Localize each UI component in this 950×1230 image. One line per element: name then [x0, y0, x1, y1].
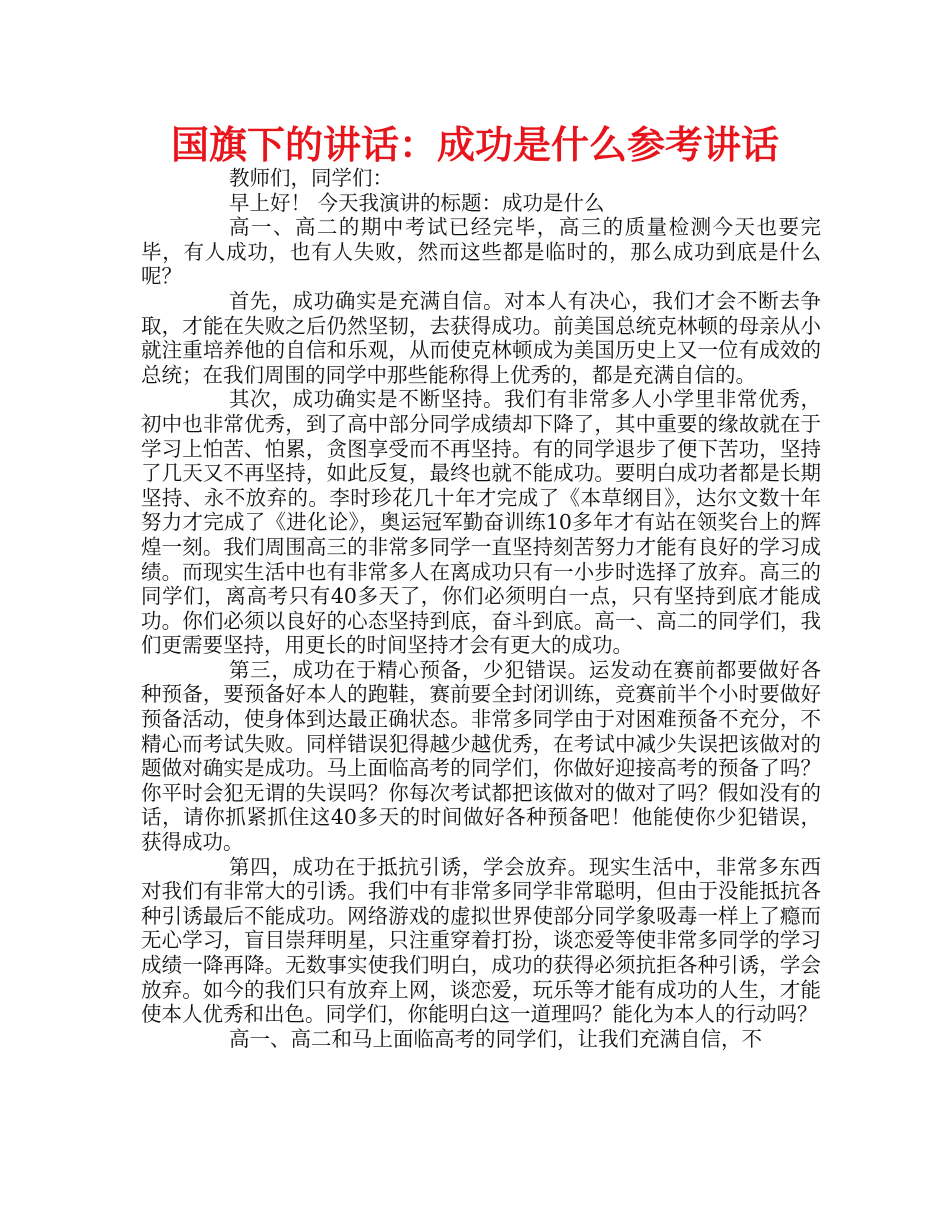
document-title: 国旗下的讲话：成功是什么参考讲话	[170, 123, 779, 167]
paragraph-second-point: 其次，成功确实是不断坚持。我们有非常多人小学里非常优秀，初中也非常优秀，到了高中部分同学成绩却下降了，其中重要的缘故就在于学习上怕苦、怕累，贪图享受而不再坚持。有的同学退步了便下苦功，坚持了几天又不再坚持，如此反复，最终也就不能成功。要明白成功者都是长期坚持、永不放弃的。李时珍花几十年才完成了《本草纲目》，达尔文数十年努力才完成了《进化论》，奥运冠军勤奋训练10多年才有站在领奖台上的辉煌一刻。我们周围高三的非常多同学一直坚持刻苦努力才能有良好的学习成绩。而现实生活中也有非常多人在离成功只有一小步时选择了放弃。高三的同学们，离高考只有40多天了，你们必须明白一点，只有坚持到底才能成功。你们必须以良好的心态坚持到底，奋斗到底。高一、高二的同学们，我们更需要坚持，用更长的时间坚持才会有更大的成功。	[141, 387, 821, 658]
speech-body	[141, 166, 821, 1051]
paragraph-first-point: 首先，成功确实是充满自信。对本人有决心，我们才会不断去争取，才能在失败之后仍然坚韧，去获得成功。前美国总统克林顿的母亲从小就注重培养他的自信和乐观，从而使克林顿成为美国历史上又一位有成效的总统；在我们周围的同学中那些能称得上优秀的，都是充满自信的。	[141, 288, 821, 387]
paragraph-closing: 高一、高二和马上面临高考的同学们，让我们充满自信，不	[229, 1026, 762, 1051]
paragraph-third-point: 第三，成功在于精心预备，少犯错误。运发动在赛前都要做好各种预备，要预备好本人的跑鞋，赛前要全封闭训练，竞赛前半个小时要做好预备活动，使身体到达最正确状态。非常多同学由于对困难预备不充分，不精心而考试失败。同样错误犯得越少越优秀，在考试中减少失误把该做对的题做对确实是成功。马上面临高考的同学们，你做好迎接高考的预备了吗？你平时会犯无谓的失误吗？你每次考试都把该做对的做对了吗？假如没有的话，请你抓紧抓住这40多天的时间做好各种预备吧！他能使你少犯错误，获得成功。	[141, 657, 821, 855]
paragraph-topic: 早上好！ 今天我演讲的标题：成功是什么	[229, 190, 605, 215]
paragraph-greeting: 教师们，同学们：	[229, 166, 393, 190]
paragraph-intro: 高一、高二的期中考试已经完毕，高三的质量检测今天也要完毕，有人成功，也有人失败，然而这些都是临时的，那么成功到底是什么呢？	[141, 215, 821, 289]
paragraph-fourth-point: 第四，成功在于抵抗引诱，学会放弃。现实生活中，非常多东西对我们有非常大的引诱。我们中有非常多同学非常聪明，但由于没能抵抗各种引诱最后不能成功。网络游戏的虚拟世界使部分同学象吸毒一样上了瘾而无心学习，盲目崇拜明星，只注重穿着打扮，谈恋爱等使非常多同学的学习成绩一降再降。无数事实使我们明白，成功的获得必须抗拒各种引诱，学会放弃。如今的我们只有放弃上网，谈恋爱，玩乐等才能有成功的人生，才能使本人优秀和出色。同学们，你能明白这一道理吗？能化为本人的行动吗？	[141, 854, 821, 1027]
